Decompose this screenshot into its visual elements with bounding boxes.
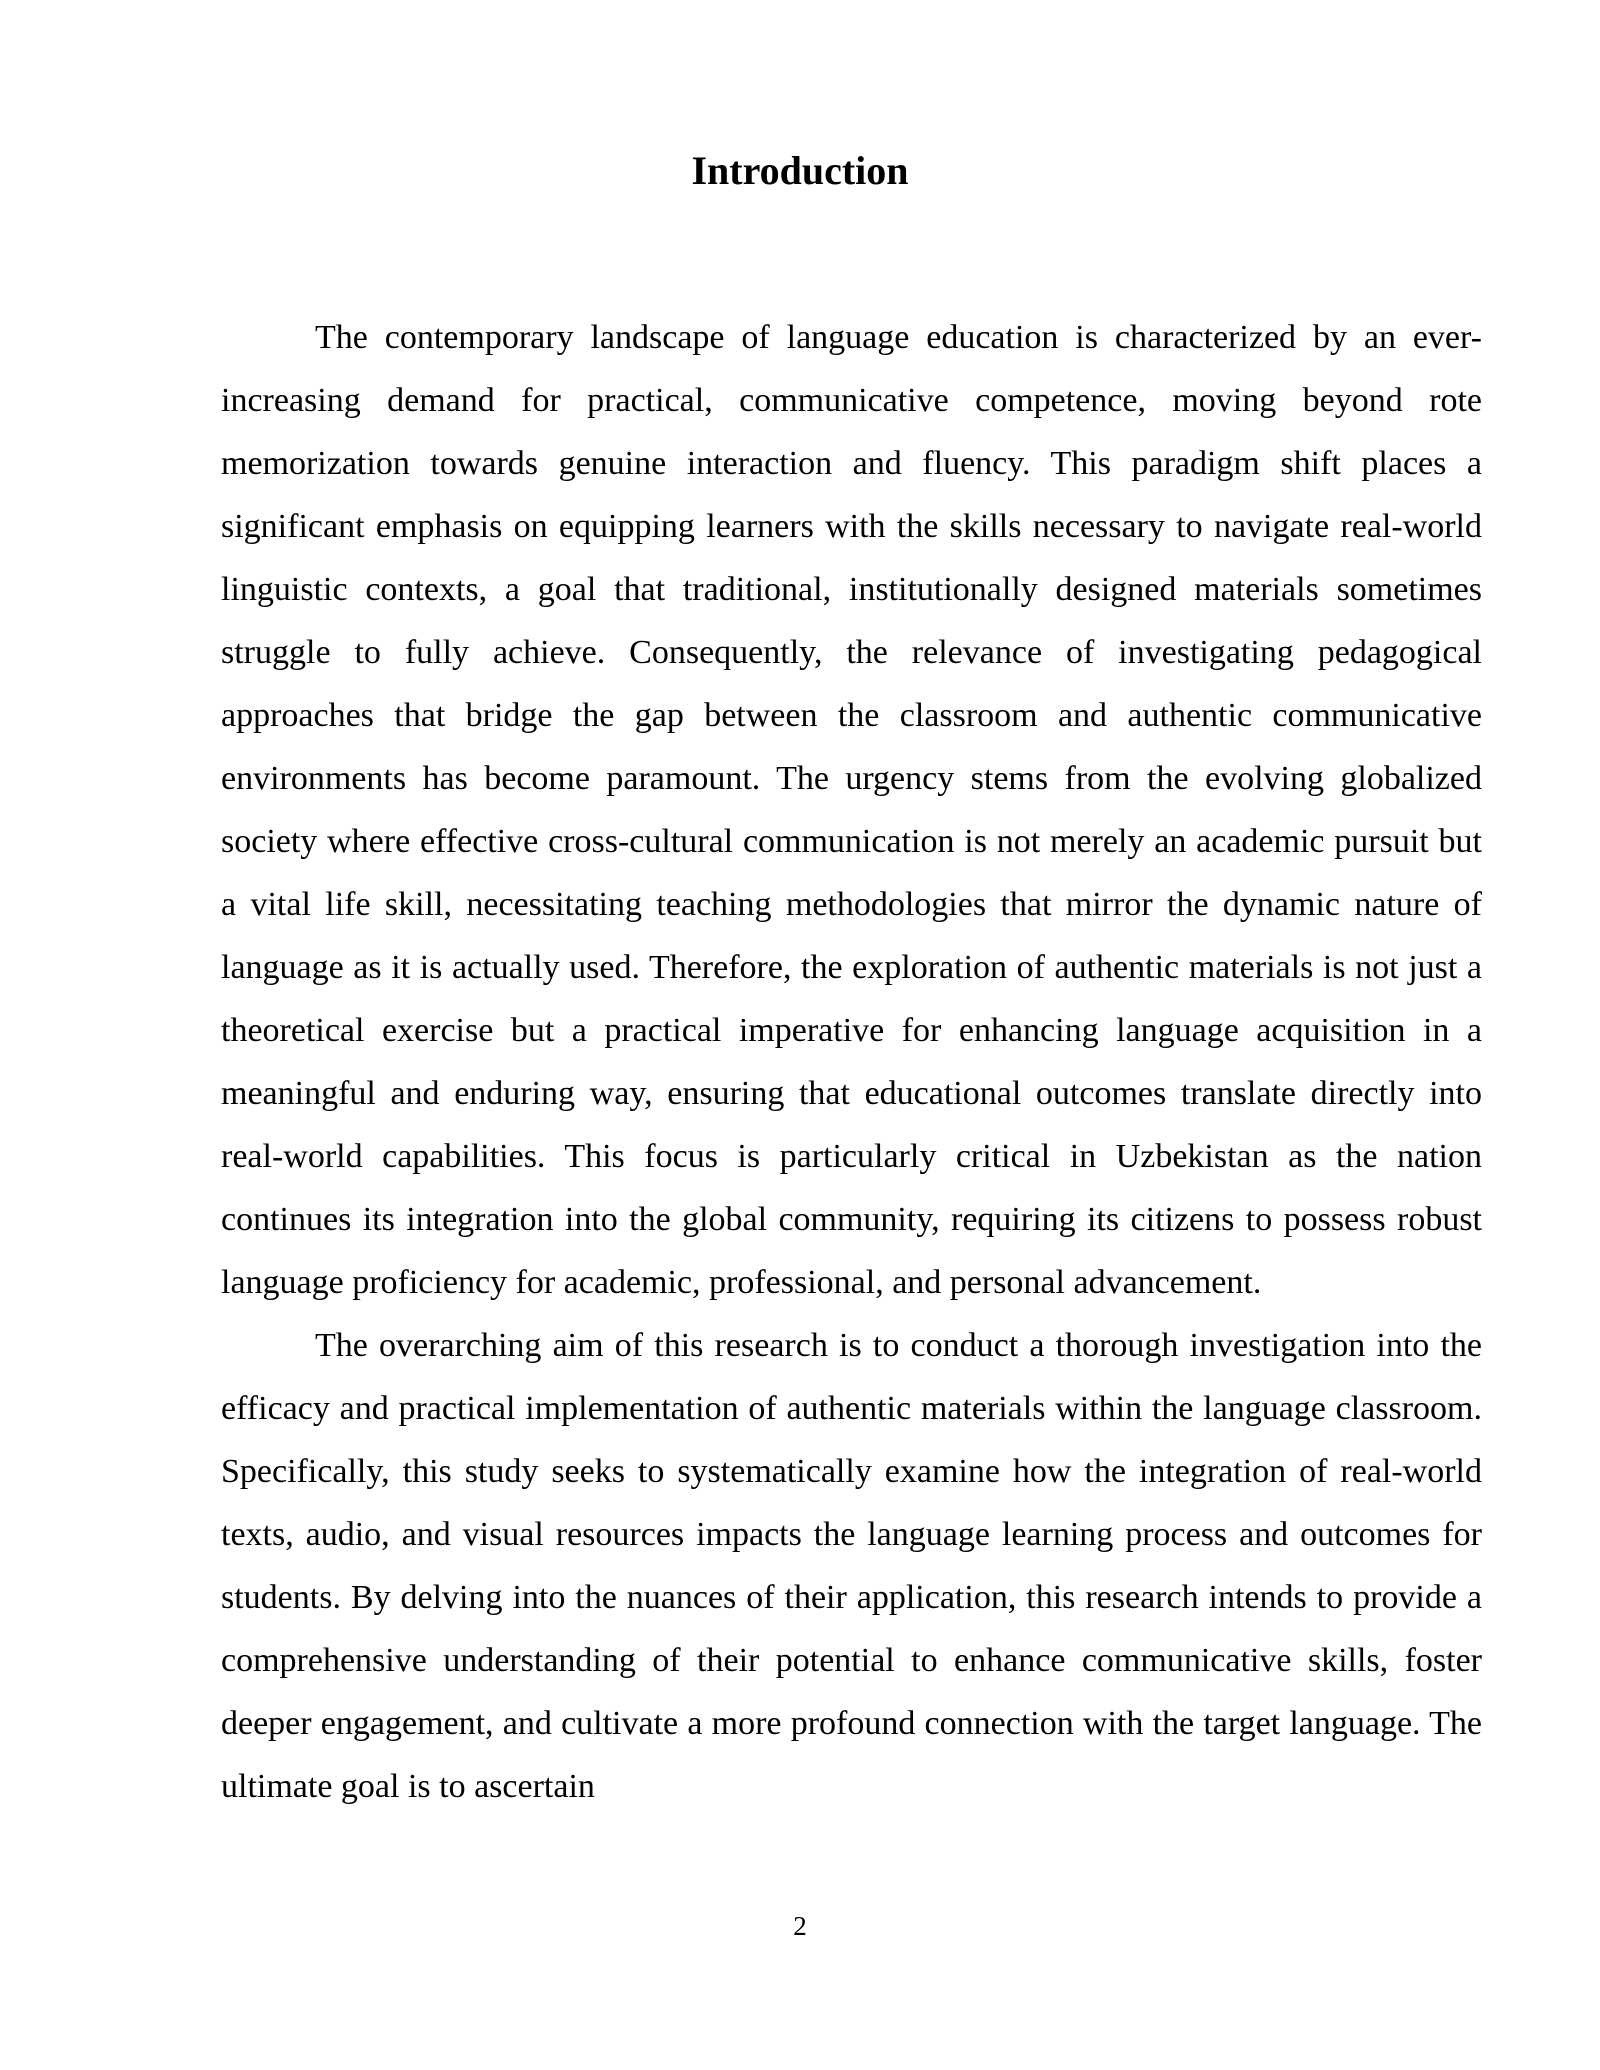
paragraph-1: The contemporary landscape of language education is characterized by an ever-increasing demand for practical, communicative competence, moving beyond rote memorization towards genuine interaction and fluency. This paradigm shift places a significant emphasis on equipping learners with the skills necessary to navigate real-world linguistic contexts, a goal that traditional, institutionally designed materials sometimes struggle to fully achieve. Consequently, the relevance of investigating pedagogical approaches that bridge the gap between the classroom and authentic communicative environments has become paramount. The urgency stems from the evolving globalized society where effective cross-cultural communication is not merely an academic pursuit but a vital life skill, necessitating teaching methodologies that mirror the dynamic nature of language as it is actually used. Therefore, the exploration of authentic materials is not just a theoretical exercise but a practical imperative for enhancing language acquisition in a meaningful and enduring way, ensuring that educational outcomes translate directly into real-world capabilities. This focus is particularly critical in Uzbekistan as the nation continues its integration into the global community, requiring its citizens to possess robust language proficiency for academic, professional, and personal advancement.: [221, 319, 1482, 1301]
page-number: 2: [793, 1911, 807, 1941]
page-title: Introduction: [691, 148, 909, 193]
body-text: [221, 306, 1482, 1818]
paragraph-2: The overarching aim of this research is to conduct a thorough investigation into the efficacy and practical implementation of authentic materials within the language classroom. Specifically, this study seeks to systematically examine how the integration of real-world texts, audio, and visual resources impacts the language learning process and outcomes for students. By delving into the nuances of their application, this research intends to provide a comprehensive understanding of their potential to enhance communicative skills, foster deeper engagement, and cultivate a more profound connection with the target language. The ultimate goal is to ascertain: [221, 1327, 1482, 1805]
